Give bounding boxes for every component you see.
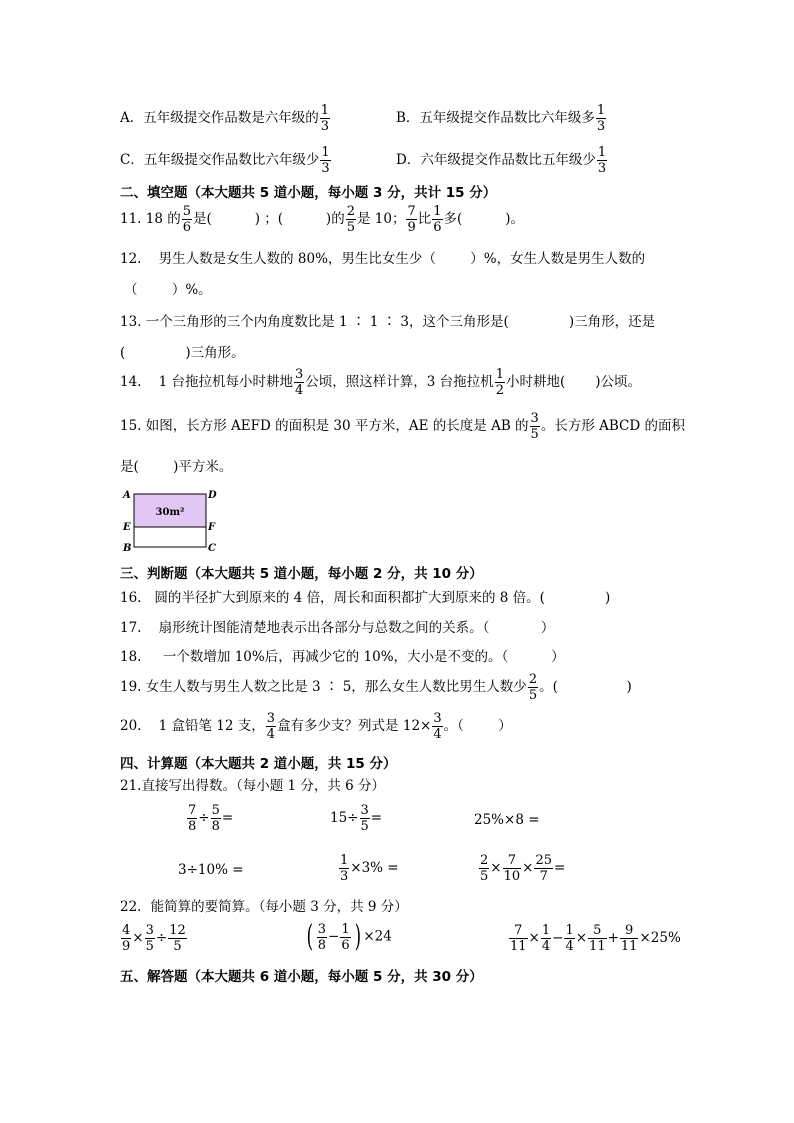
section-2-heading: 二、填空题（本大题共 5 道小题，每小题 3 分，共计 15 分）	[120, 185, 497, 201]
question-20: 20. 1 盒铅笔 12 支， $\frac{3}{4}$ 盒有多少支？列式是 12× $\frac{3}{4}$ 。（ ）	[120, 711, 512, 742]
question-11: 11. 18 的 $\frac{5}{6}$ 是( ) ；( )的 $\frac{2}{5}$ 是 10； $\frac{7}{9}$ 比 $\frac{1}{6}$ 多( )。	[120, 204, 524, 235]
q21-expr-3: 25%×8 =	[474, 812, 540, 828]
rectangle-figure	[122, 487, 218, 553]
vertex-d: D	[208, 490, 217, 501]
question-12-line-2: （ ）%。	[124, 282, 212, 298]
left-paren: (	[306, 919, 314, 954]
section-4-heading: 四、计算题（本大题共 2 道小题，共 15 分）	[120, 756, 397, 772]
question-15: 15. 如图，长方形 AEFD 的面积是 30 平方米，AE 的长度是 AB 的 $\frac{3}{5}$ 。长方形 ABCD 的面积	[120, 411, 685, 442]
vertex-f: F	[208, 522, 216, 533]
option-c: C．五年级提交作品数比六年级少 $\frac{1}{3}$	[120, 145, 330, 176]
section-3-heading: 三、判断题（本大题共 5 道小题，每小题 2 分，共 10 分）	[120, 566, 483, 582]
question-16: 16. 圆的半径扩大到原来的 4 倍，周长和面积都扩大到原来的 8 倍。( )	[120, 590, 611, 606]
rectangle-diagram	[122, 487, 218, 553]
q21-expr-4: 3÷10% =	[178, 862, 244, 878]
question-15-line-2: 是( )平方米。	[120, 459, 233, 475]
question-21-title: 21.直接写出得数。（每小题 1 分，共 6 分）	[120, 778, 386, 794]
area-label: 30m²	[155, 507, 185, 518]
question-12-line-1: 12. 男生人数是女生人数的 80%，男生比女生少（ ）%，女生人数是男生人数的	[120, 251, 646, 267]
question-19: 19. 女生人数与男生人数之比是 3 ∶ 5，那么女生人数比男生人数少 $\frac{2}{5}$ 。( )	[120, 672, 632, 703]
vertex-e: E	[123, 522, 131, 533]
option-d: D．六年级提交作品数比五年级少 $\frac{1}{3}$	[396, 145, 607, 176]
question-22-title: 22．能简算的要简算。（每小题 3 分，共 9 分）	[120, 899, 408, 915]
vertex-b: B	[123, 543, 132, 553]
vertex-c: C	[208, 543, 216, 553]
question-18: 18. 一个数增加 10%后，再减少它的 10%，大小是不变的。（ ）	[120, 649, 565, 665]
q21-expr-2: 15÷ $\frac{3}{5}$ =	[330, 803, 383, 834]
q21-expr-5: $\frac{1}{3}$ ×3% =	[340, 853, 399, 884]
option-b: B．五年级提交作品数比六年级多 $\frac{1}{3}$	[396, 103, 606, 134]
question-17: 17. 扇形统计图能清楚地表示出各部分与总数之间的关系。（ ）	[120, 620, 555, 636]
rect-ebcf	[134, 527, 206, 547]
question-13-line-2: ( )三角形。	[120, 345, 245, 361]
question-14: 14. 1 台拖拉机每小时耕地 $\frac{3}{4}$ 公顷，照这样计算，3 台拖拉机 $\frac{1}{2}$ 小时耕地( )公顷。	[120, 367, 642, 398]
q21-expr-6: $\frac{2}{5}$ × $\frac{7}{10}$ × $\frac{25}{7}$ =	[480, 853, 566, 884]
q22-expr-3: $\frac{7}{11}$ × $\frac{1}{4}$ − $\frac{1}{4}$ × $\frac{5}{11}$ + $\frac{9}{11}$ ×25%	[510, 923, 681, 954]
vertex-a: A	[123, 490, 131, 501]
q21-expr-1: $\frac{7}{8}$ ÷ $\frac{5}{8}$ =	[188, 803, 234, 834]
q22-expr-1: $\frac{4}{9}$ × $\frac{3}{5}$ ÷ $\frac{12}{5}$	[122, 923, 186, 954]
section-5-heading: 五、解答题（本大题共 6 道小题，每小题 5 分，共 30 分）	[120, 969, 483, 985]
right-paren: )	[354, 919, 361, 954]
q22-expr-2: ( $\frac{3}{8}$ − $\frac{1}{6}$ ) ×24	[306, 919, 392, 954]
question-13-line-1: 13. 一个三角形的三个内角度数比是 1 ∶ 1 ∶ 3，这个三角形是( )三角形，还是	[120, 314, 656, 330]
option-a: A．五年级提交作品数是六年级的 $\frac{1}{3}$	[120, 103, 330, 134]
